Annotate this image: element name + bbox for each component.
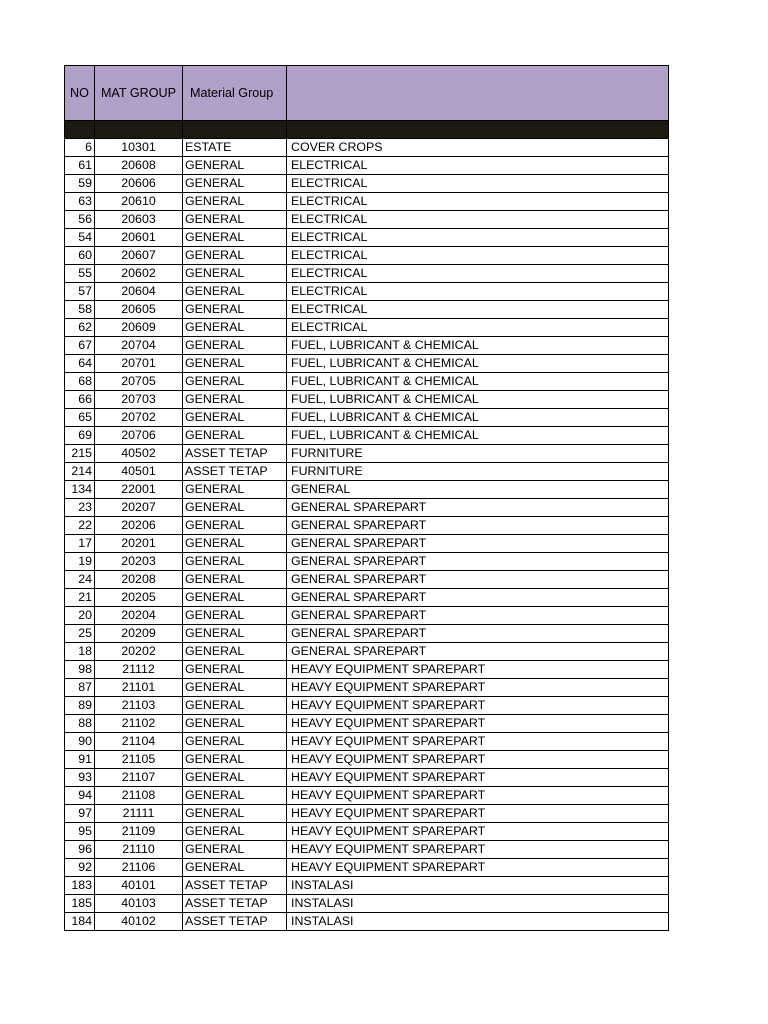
cell-sub-group[interactable]: FUEL, LUBRICANT & CHEMICAL <box>287 409 669 427</box>
cell-sub-group[interactable]: ELECTRICAL <box>287 247 669 265</box>
cell-mat-group[interactable]: 20204 <box>95 607 183 625</box>
cell-no[interactable]: 62 <box>65 319 95 337</box>
cell-no[interactable]: 96 <box>65 841 95 859</box>
cell-no[interactable]: 69 <box>65 427 95 445</box>
table-row <box>65 499 669 517</box>
cell-no[interactable]: 88 <box>65 715 95 733</box>
cell-mat-group[interactable]: 21112 <box>95 661 183 679</box>
cell-mat-group[interactable]: 21109 <box>95 823 183 841</box>
cell-mat-group[interactable]: 20610 <box>95 193 183 211</box>
table-row <box>65 481 669 499</box>
cell-mat-group[interactable]: 20601 <box>95 229 183 247</box>
cell-no[interactable]: 20 <box>65 607 95 625</box>
cell-sub-group[interactable]: FUEL, LUBRICANT & CHEMICAL <box>287 355 669 373</box>
cell-no[interactable]: 66 <box>65 391 95 409</box>
cell-material-group[interactable]: GENERAL <box>183 679 287 697</box>
table-row <box>65 895 669 913</box>
cell-material-group[interactable]: GENERAL <box>183 229 287 247</box>
cell-sub-group[interactable]: HEAVY EQUIPMENT SPAREPART <box>287 679 669 697</box>
cell-no[interactable]: 183 <box>65 877 95 895</box>
cell-no[interactable]: 60 <box>65 247 95 265</box>
cell-no[interactable]: 24 <box>65 571 95 589</box>
cell-material-group[interactable]: GENERAL <box>183 409 287 427</box>
cell-mat-group[interactable]: 20606 <box>95 175 183 193</box>
cell-mat-group[interactable]: 20703 <box>95 391 183 409</box>
band-cell <box>183 121 287 139</box>
cell-mat-group[interactable]: 21103 <box>95 697 183 715</box>
cell-no[interactable]: 57 <box>65 283 95 301</box>
cell-sub-group[interactable]: HEAVY EQUIPMENT SPAREPART <box>287 751 669 769</box>
cell-mat-group[interactable]: 20609 <box>95 319 183 337</box>
cell-material-group[interactable]: GENERAL <box>183 499 287 517</box>
cell-mat-group[interactable]: 40501 <box>95 463 183 481</box>
cell-mat-group[interactable]: 20206 <box>95 517 183 535</box>
cell-mat-group[interactable]: 20203 <box>95 553 183 571</box>
cell-mat-group[interactable]: 21104 <box>95 733 183 751</box>
cell-material-group[interactable]: GENERAL <box>183 625 287 643</box>
cell-sub-group[interactable]: INSTALASI <box>287 913 669 931</box>
header-material-group[interactable]: Material Group <box>183 66 287 121</box>
table-row <box>65 355 669 373</box>
table-row <box>65 679 669 697</box>
cell-no[interactable]: 93 <box>65 769 95 787</box>
cell-sub-group[interactable]: HEAVY EQUIPMENT SPAREPART <box>287 769 669 787</box>
cell-no[interactable]: 97 <box>65 805 95 823</box>
cell-no[interactable]: 22 <box>65 517 95 535</box>
header-band-row <box>65 121 669 139</box>
cell-no[interactable]: 55 <box>65 265 95 283</box>
cell-sub-group[interactable]: GENERAL <box>287 481 669 499</box>
cell-sub-group[interactable]: HEAVY EQUIPMENT SPAREPART <box>287 787 669 805</box>
cell-material-group[interactable]: GENERAL <box>183 427 287 445</box>
table-row <box>65 319 669 337</box>
table-row <box>65 715 669 733</box>
cell-sub-group[interactable]: COVER CROPS <box>287 139 669 157</box>
cell-material-group[interactable]: GENERAL <box>183 175 287 193</box>
cell-no[interactable]: 215 <box>65 445 95 463</box>
cell-sub-group[interactable]: HEAVY EQUIPMENT SPAREPART <box>287 841 669 859</box>
cell-material-group[interactable]: GENERAL <box>183 211 287 229</box>
cell-no[interactable]: 87 <box>65 679 95 697</box>
table-row <box>65 157 669 175</box>
table-row <box>65 265 669 283</box>
table-row <box>65 607 669 625</box>
cell-sub-group[interactable]: HEAVY EQUIPMENT SPAREPART <box>287 715 669 733</box>
table-row <box>65 373 669 391</box>
table-row <box>65 787 669 805</box>
cell-sub-group[interactable]: GENERAL SPAREPART <box>287 499 669 517</box>
cell-sub-group[interactable]: FUEL, LUBRICANT & CHEMICAL <box>287 337 669 355</box>
cell-sub-group[interactable]: HEAVY EQUIPMENT SPAREPART <box>287 661 669 679</box>
table-row <box>65 517 669 535</box>
cell-material-group[interactable]: GENERAL <box>183 301 287 319</box>
table-row <box>65 193 669 211</box>
cell-mat-group[interactable]: 20209 <box>95 625 183 643</box>
cell-no[interactable]: 17 <box>65 535 95 553</box>
table-row <box>65 139 669 157</box>
cell-mat-group[interactable]: 20603 <box>95 211 183 229</box>
cell-material-group[interactable]: GENERAL <box>183 355 287 373</box>
cell-no[interactable]: 23 <box>65 499 95 517</box>
header-no[interactable]: NO <box>65 66 95 121</box>
cell-no[interactable]: 18 <box>65 643 95 661</box>
cell-no[interactable]: 68 <box>65 373 95 391</box>
cell-no[interactable]: 58 <box>65 301 95 319</box>
table-body <box>65 139 669 931</box>
cell-material-group[interactable]: GENERAL <box>183 319 287 337</box>
cell-mat-group[interactable]: 20605 <box>95 301 183 319</box>
table-row <box>65 247 669 265</box>
cell-no[interactable]: 90 <box>65 733 95 751</box>
cell-mat-group[interactable]: 20207 <box>95 499 183 517</box>
cell-material-group[interactable]: GENERAL <box>183 247 287 265</box>
cell-mat-group[interactable]: 20604 <box>95 283 183 301</box>
cell-material-group[interactable]: GENERAL <box>183 661 287 679</box>
cell-sub-group[interactable]: ELECTRICAL <box>287 229 669 247</box>
cell-sub-group[interactable]: FUEL, LUBRICANT & CHEMICAL <box>287 373 669 391</box>
cell-sub-group[interactable]: GENERAL SPAREPART <box>287 589 669 607</box>
cell-mat-group[interactable]: 20208 <box>95 571 183 589</box>
cell-material-group[interactable]: GENERAL <box>183 733 287 751</box>
cell-sub-group[interactable]: ELECTRICAL <box>287 157 669 175</box>
cell-no[interactable]: 98 <box>65 661 95 679</box>
cell-sub-group[interactable]: GENERAL SPAREPART <box>287 517 669 535</box>
table-row <box>65 391 669 409</box>
cell-material-group[interactable]: ASSET TETAP <box>183 895 287 913</box>
header-blank[interactable] <box>287 66 669 121</box>
cell-mat-group[interactable]: 40101 <box>95 877 183 895</box>
table-row <box>65 535 669 553</box>
table-row <box>65 733 669 751</box>
table-row <box>65 859 669 877</box>
cell-mat-group[interactable]: 40502 <box>95 445 183 463</box>
table-row <box>65 337 669 355</box>
cell-mat-group[interactable]: 40102 <box>95 913 183 931</box>
table-row <box>65 841 669 859</box>
cell-material-group[interactable]: GENERAL <box>183 805 287 823</box>
cell-mat-group[interactable]: 20205 <box>95 589 183 607</box>
cell-no[interactable]: 95 <box>65 823 95 841</box>
cell-sub-group[interactable]: HEAVY EQUIPMENT SPAREPART <box>287 859 669 877</box>
band-cell <box>65 121 95 139</box>
cell-no[interactable]: 54 <box>65 229 95 247</box>
cell-mat-group[interactable]: 21110 <box>95 841 183 859</box>
cell-mat-group[interactable]: 20607 <box>95 247 183 265</box>
cell-sub-group[interactable]: HEAVY EQUIPMENT SPAREPART <box>287 823 669 841</box>
cell-material-group[interactable]: ASSET TETAP <box>183 463 287 481</box>
cell-mat-group[interactable]: 21102 <box>95 715 183 733</box>
cell-mat-group[interactable]: 20201 <box>95 535 183 553</box>
cell-mat-group[interactable]: 10301 <box>95 139 183 157</box>
cell-no[interactable]: 94 <box>65 787 95 805</box>
cell-no[interactable]: 25 <box>65 625 95 643</box>
cell-material-group[interactable]: GENERAL <box>183 841 287 859</box>
cell-sub-group[interactable]: HEAVY EQUIPMENT SPAREPART <box>287 697 669 715</box>
cell-mat-group[interactable]: 21105 <box>95 751 183 769</box>
table-row <box>65 751 669 769</box>
cell-material-group[interactable]: GENERAL <box>183 643 287 661</box>
cell-mat-group[interactable]: 21106 <box>95 859 183 877</box>
cell-mat-group[interactable]: 22001 <box>95 481 183 499</box>
cell-sub-group[interactable]: GENERAL SPAREPART <box>287 571 669 589</box>
cell-sub-group[interactable]: FUEL, LUBRICANT & CHEMICAL <box>287 391 669 409</box>
table-row <box>65 769 669 787</box>
cell-material-group[interactable]: GENERAL <box>183 697 287 715</box>
table-row <box>65 175 669 193</box>
cell-material-group[interactable]: GENERAL <box>183 481 287 499</box>
table-row <box>65 409 669 427</box>
cell-sub-group[interactable]: ELECTRICAL <box>287 175 669 193</box>
spreadsheet-page <box>64 65 668 931</box>
cell-no[interactable]: 21 <box>65 589 95 607</box>
cell-sub-group[interactable]: INSTALASI <box>287 895 669 913</box>
cell-sub-group[interactable]: ELECTRICAL <box>287 283 669 301</box>
table-row <box>65 661 669 679</box>
cell-mat-group[interactable]: 20608 <box>95 157 183 175</box>
cell-mat-group[interactable]: 20202 <box>95 643 183 661</box>
table-row <box>65 229 669 247</box>
table-row <box>65 427 669 445</box>
table-row <box>65 805 669 823</box>
table-row <box>65 823 669 841</box>
table-row <box>65 445 669 463</box>
cell-material-group[interactable]: GENERAL <box>183 553 287 571</box>
cell-sub-group[interactable]: INSTALASI <box>287 877 669 895</box>
cell-no[interactable]: 89 <box>65 697 95 715</box>
cell-material-group[interactable]: ASSET TETAP <box>183 877 287 895</box>
cell-sub-group[interactable]: GENERAL SPAREPART <box>287 643 669 661</box>
cell-no[interactable]: 185 <box>65 895 95 913</box>
cell-material-group[interactable]: GENERAL <box>183 715 287 733</box>
cell-no[interactable]: 6 <box>65 139 95 157</box>
table-row <box>65 283 669 301</box>
cell-sub-group[interactable]: HEAVY EQUIPMENT SPAREPART <box>287 733 669 751</box>
cell-no[interactable]: 61 <box>65 157 95 175</box>
cell-material-group[interactable]: GENERAL <box>183 859 287 877</box>
cell-no[interactable]: 63 <box>65 193 95 211</box>
cell-material-group[interactable]: GENERAL <box>183 823 287 841</box>
cell-mat-group[interactable]: 20705 <box>95 373 183 391</box>
cell-mat-group[interactable]: 21108 <box>95 787 183 805</box>
cell-no[interactable]: 59 <box>65 175 95 193</box>
cell-sub-group[interactable]: GENERAL SPAREPART <box>287 553 669 571</box>
cell-mat-group[interactable]: 21107 <box>95 769 183 787</box>
cell-material-group[interactable]: GENERAL <box>183 517 287 535</box>
cell-no[interactable]: 214 <box>65 463 95 481</box>
table-row <box>65 463 669 481</box>
cell-no[interactable]: 134 <box>65 481 95 499</box>
table-row <box>65 697 669 715</box>
cell-sub-group[interactable]: ELECTRICAL <box>287 193 669 211</box>
cell-no[interactable]: 184 <box>65 913 95 931</box>
cell-no[interactable]: 65 <box>65 409 95 427</box>
table-row <box>65 913 669 931</box>
cell-sub-group[interactable]: ELECTRICAL <box>287 301 669 319</box>
table-row <box>65 211 669 229</box>
cell-material-group[interactable]: GENERAL <box>183 607 287 625</box>
cell-no[interactable]: 19 <box>65 553 95 571</box>
cell-sub-group[interactable]: FURNITURE <box>287 445 669 463</box>
cell-no[interactable]: 91 <box>65 751 95 769</box>
cell-material-group[interactable]: ESTATE <box>183 139 287 157</box>
cell-no[interactable]: 92 <box>65 859 95 877</box>
cell-no[interactable]: 64 <box>65 355 95 373</box>
table-row <box>65 589 669 607</box>
cell-sub-group[interactable]: HEAVY EQUIPMENT SPAREPART <box>287 805 669 823</box>
cell-material-group[interactable]: GENERAL <box>183 157 287 175</box>
cell-mat-group[interactable]: 21101 <box>95 679 183 697</box>
cell-material-group[interactable]: ASSET TETAP <box>183 445 287 463</box>
header-mat-group[interactable]: MAT GROUP <box>95 66 183 121</box>
table-row <box>65 625 669 643</box>
cell-mat-group[interactable]: 20704 <box>95 337 183 355</box>
table-row <box>65 643 669 661</box>
cell-no[interactable]: 67 <box>65 337 95 355</box>
cell-material-group[interactable]: GENERAL <box>183 265 287 283</box>
cell-mat-group[interactable]: 20702 <box>95 409 183 427</box>
band-cell <box>287 121 669 139</box>
cell-material-group[interactable]: GENERAL <box>183 373 287 391</box>
cell-sub-group[interactable]: GENERAL SPAREPART <box>287 535 669 553</box>
cell-material-group[interactable]: GENERAL <box>183 193 287 211</box>
cell-material-group[interactable]: GENERAL <box>183 283 287 301</box>
cell-material-group[interactable]: GENERAL <box>183 337 287 355</box>
cell-material-group[interactable]: GENERAL <box>183 751 287 769</box>
table-row <box>65 877 669 895</box>
table-row <box>65 571 669 589</box>
cell-mat-group[interactable]: 20706 <box>95 427 183 445</box>
cell-sub-group[interactable]: GENERAL SPAREPART <box>287 607 669 625</box>
cell-mat-group[interactable]: 20701 <box>95 355 183 373</box>
cell-sub-group[interactable]: ELECTRICAL <box>287 265 669 283</box>
cell-material-group[interactable]: GENERAL <box>183 769 287 787</box>
cell-sub-group[interactable]: FUEL, LUBRICANT & CHEMICAL <box>287 427 669 445</box>
cell-material-group[interactable]: GENERAL <box>183 787 287 805</box>
cell-material-group[interactable]: GENERAL <box>183 535 287 553</box>
table-row <box>65 553 669 571</box>
cell-sub-group[interactable]: GENERAL SPAREPART <box>287 625 669 643</box>
header-row <box>65 66 669 121</box>
cell-material-group[interactable]: GENERAL <box>183 571 287 589</box>
cell-mat-group[interactable]: 20602 <box>95 265 183 283</box>
table-row <box>65 301 669 319</box>
cell-no[interactable]: 56 <box>65 211 95 229</box>
band-cell <box>95 121 183 139</box>
cell-sub-group[interactable]: ELECTRICAL <box>287 211 669 229</box>
cell-mat-group[interactable]: 40103 <box>95 895 183 913</box>
cell-sub-group[interactable]: ELECTRICAL <box>287 319 669 337</box>
cell-material-group[interactable]: ASSET TETAP <box>183 913 287 931</box>
material-group-table <box>64 65 669 931</box>
cell-material-group[interactable]: GENERAL <box>183 391 287 409</box>
cell-sub-group[interactable]: FURNITURE <box>287 463 669 481</box>
cell-material-group[interactable]: GENERAL <box>183 589 287 607</box>
cell-mat-group[interactable]: 21111 <box>95 805 183 823</box>
